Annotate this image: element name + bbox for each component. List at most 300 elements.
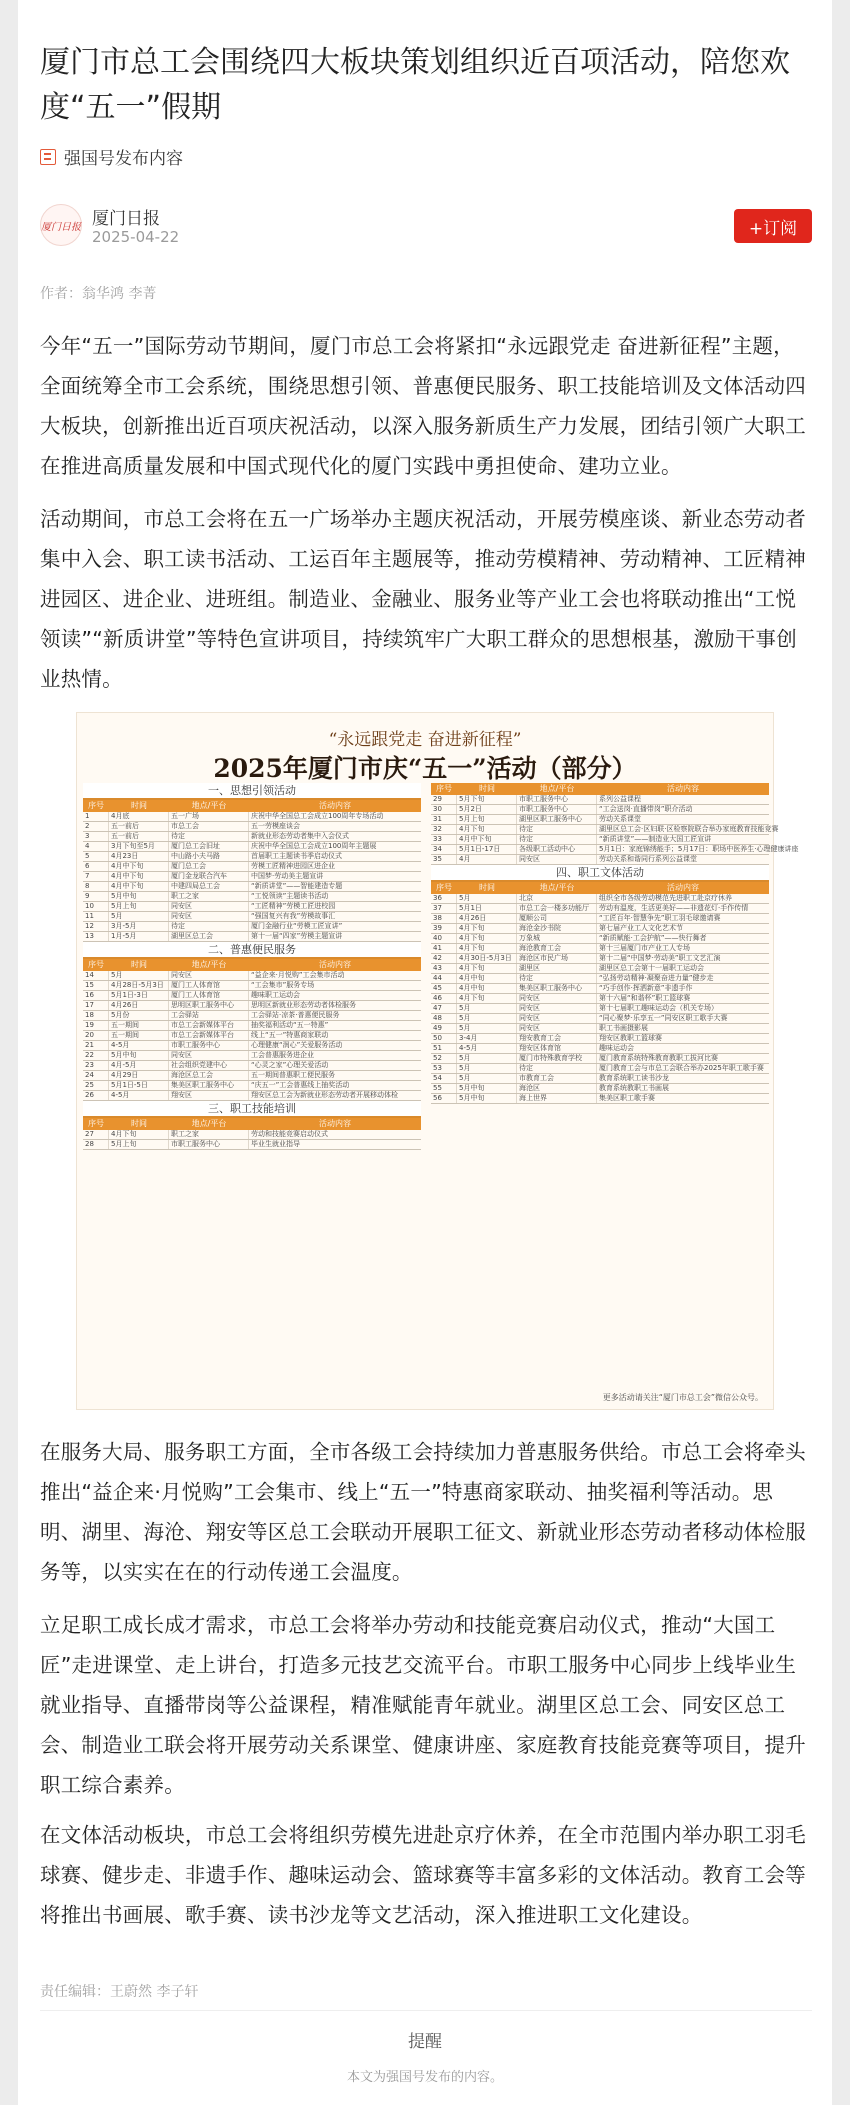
table-cell: 厦门工人体育馆 — [169, 991, 249, 1000]
table-cell: 同安区 — [517, 1014, 597, 1023]
publisher-name[interactable]: 厦门日报 — [92, 209, 160, 229]
table-cell: 待定 — [517, 1064, 597, 1073]
table-cell: 庆祝中华全国总工会成立100周年专场活动 — [251, 812, 384, 820]
table-cell: “工会送岗·直播带岗”职介活动 — [599, 805, 693, 813]
table-cell: 教育系统职工读书沙龙 — [599, 1074, 669, 1082]
table-cell: 3-4月 — [457, 1034, 517, 1043]
table-row — [431, 1004, 769, 1014]
table-row — [83, 872, 421, 882]
table-cell: 26 — [83, 1091, 109, 1100]
activity-table-right — [431, 783, 799, 1104]
table-cell: 五一期间 — [109, 1021, 169, 1030]
table-row — [83, 1061, 421, 1071]
table-row — [431, 845, 799, 855]
table-cell: 54 — [431, 1074, 457, 1083]
paragraph-4: 立足职工成长成才需求，市总工会将举办劳动和技能竞赛启动仪式，推动“大国工匠”走进课堂、走上讲台，打造多元技艺交流平台。市职工服务中心同步上线毕业生就业指导、直播带岗等公益课程，精准赋能青年就业。湖里区总工会、同安区总工会、制造业工联会将开展劳动关系课堂、健康讲座、家庭教育技能竞赛等项目，提升职工综合素养。 — [40, 1613, 806, 1797]
table-cell: 中建四局总工会 — [169, 882, 249, 891]
table-cell: 中山路小夫马路 — [169, 852, 249, 861]
table-cell: 3 — [83, 832, 109, 841]
table-cell: 46 — [431, 994, 457, 1003]
table-cell: “新质讲堂”——智能建造专题 — [251, 882, 343, 890]
table-cell: 厦门教育系统特殊教育教职工拔河比赛 — [599, 1054, 718, 1062]
table-cell: 5月1日-17日 — [457, 845, 517, 854]
table-cell: “工匠精神”劳模工匠进校园 — [251, 902, 336, 910]
table-cell: “新质讲堂”——制造业大国工匠宣讲 — [599, 835, 712, 843]
table-cell: 5月 — [109, 912, 169, 921]
table-row — [431, 1094, 769, 1104]
table-cell: 待定 — [517, 974, 597, 983]
table-cell: 55 — [431, 1084, 457, 1093]
document-icon — [40, 149, 56, 165]
table-header-cell: 序号 — [436, 883, 452, 892]
table-cell: 教育系统教职工书画展 — [599, 1084, 669, 1092]
table-cell: 42 — [431, 954, 457, 963]
table-cell: 湖里区总工会第十一届职工运动会 — [599, 964, 704, 972]
table-cell: 5月1日 — [457, 904, 517, 913]
table-cell: 5月中旬 — [457, 1094, 517, 1103]
table-cell: 1月-5月 — [109, 932, 169, 941]
table-cell: “强国复兴有我”劳模故事汇 — [251, 912, 336, 920]
table-cell: 劳动关系和谐同行系列公益课堂 — [599, 855, 697, 863]
table-row — [83, 1001, 421, 1011]
table-cell: 1 — [83, 812, 109, 821]
table-cell: 组织全市各级劳动模范先进职工赴京疗休养 — [599, 894, 732, 902]
table-cell: 厦门教育工会与市总工会联合举办2025年职工歌手赛 — [599, 1064, 764, 1072]
table-cell: 4月下旬 — [457, 825, 517, 834]
table-row — [431, 1064, 769, 1074]
table-cell: 44 — [431, 974, 457, 983]
table-cell: 4月30日-5月3日 — [457, 954, 517, 963]
publisher-avatar[interactable] — [40, 204, 82, 246]
table-row — [83, 852, 421, 862]
table-section-title: 一、思想引领活动 — [83, 783, 421, 800]
figure-title: 2025年厦门市庆“五一”活动（部分） — [213, 754, 637, 783]
table-cell: 4月中旬 — [457, 984, 517, 993]
table-cell: 湖里区总工会 — [169, 932, 249, 941]
table-cell: 43 — [431, 964, 457, 973]
table-cell: 庆祝中华全国总工会成立100周年主题展 — [251, 842, 377, 850]
table-cell: 工会驿站·凉茶·普惠便民服务 — [251, 1011, 340, 1019]
table-cell: 4月26日 — [457, 914, 517, 923]
table-row — [83, 981, 421, 991]
table-cell: “同心聚梦·乐享五一”同安区职工歌手大赛 — [599, 1014, 728, 1022]
table-cell: 同安区 — [169, 912, 249, 921]
table-cell: 4月底 — [109, 812, 169, 821]
table-cell: 新就业形态劳动者集中入会仪式 — [251, 832, 349, 840]
table-header-cell: 活动内容 — [667, 883, 699, 892]
table-row — [83, 822, 421, 832]
table-row — [431, 894, 769, 904]
table-cell: 同安区 — [169, 971, 249, 980]
table-cell: 5月上旬 — [109, 902, 169, 911]
table-row — [431, 1014, 769, 1024]
table-cell: 3月下旬至5月 — [109, 842, 169, 851]
table-cell: 趣味运动会 — [599, 1044, 634, 1052]
table-cell: 4月28日-5月3日 — [109, 981, 169, 990]
table-row — [83, 932, 421, 942]
table-header — [83, 800, 421, 812]
table-header-cell: 活动内容 — [667, 784, 699, 793]
table-row — [83, 862, 421, 872]
table-cell: 25 — [83, 1081, 109, 1090]
table-cell: 劳动关系课堂 — [599, 815, 641, 823]
table-row — [431, 924, 769, 934]
table-cell: 5月 — [457, 1054, 517, 1063]
table-cell: 劳动和技能竞赛启动仪式 — [251, 1130, 328, 1138]
table-cell: 市总工会一楼多功能厅 — [517, 904, 597, 913]
table-cell: 24 — [83, 1071, 109, 1080]
table-cell: 4月29日 — [109, 1071, 169, 1080]
table-cell: 13 — [83, 932, 109, 941]
table-cell: 36 — [431, 894, 457, 903]
table-cell: 27 — [83, 1130, 109, 1139]
divider — [40, 2010, 812, 2011]
table-cell: 抽奖福利活动“五一特惠” — [251, 1021, 329, 1029]
table-cell: “弘扬劳动精神·凝聚奋进力量”健步走 — [599, 974, 714, 982]
table-cell: 翔安区教职工篮球赛 — [599, 1034, 662, 1042]
table-cell: 市总工会新媒体平台 — [169, 1031, 249, 1040]
table-row — [83, 971, 421, 981]
table-cell: 5月中旬 — [109, 1051, 169, 1060]
table-cell: 市职工服务中心 — [169, 1140, 249, 1149]
table-cell: 5 — [83, 852, 109, 861]
table-row — [83, 1051, 421, 1061]
table-cell: 市总工会 — [169, 822, 249, 831]
table-cell: 30 — [431, 805, 457, 814]
table-cell: 第十一届“四家”劳模主题宣讲 — [251, 932, 343, 940]
table-cell: 4月23日 — [109, 852, 169, 861]
table-cell: 5月份 — [109, 1011, 169, 1020]
table-cell: 思明区新就业形态劳动者体检服务 — [251, 1001, 356, 1009]
table-header-cell: 地点/平台 — [191, 960, 227, 969]
table-cell: 北京 — [517, 894, 597, 903]
table-cell: 职工书画摄影展 — [599, 1024, 648, 1032]
table-cell: 海沧金沙书院 — [517, 924, 597, 933]
table-cell: 第十六届“和谐杯”职工篮球赛 — [599, 994, 691, 1002]
table-cell: 线上“五一”特惠商家联动 — [251, 1031, 329, 1039]
table-cell: 34 — [431, 845, 457, 854]
table-header-cell: 地点/平台 — [191, 1119, 227, 1128]
table-cell: 4-5月 — [109, 1091, 169, 1100]
table-cell: 2 — [83, 822, 109, 831]
table-cell: “工匠百年·智慧争先”职工羽毛球邀请赛 — [599, 914, 721, 922]
table-cell: 同安区 — [517, 994, 597, 1003]
table-header-cell: 地点/平台 — [191, 801, 227, 810]
table-row — [431, 1024, 769, 1034]
table-cell: 39 — [431, 924, 457, 933]
subscribe-button[interactable]: +订阅 — [734, 209, 812, 243]
table-header-cell: 时间 — [131, 1119, 147, 1128]
table-header-cell: 时间 — [131, 960, 147, 969]
table-cell: 待定 — [517, 825, 597, 834]
table-row — [83, 882, 421, 892]
table-cell: 15 — [83, 981, 109, 990]
table-cell: 厦门总工会 — [169, 862, 249, 871]
table-cell: 4月中下旬 — [457, 835, 517, 844]
table-row — [83, 1011, 421, 1021]
table-cell: 5月1日：家庭锦绣能手；5月17日：职场中医养生·心理健康讲座 — [599, 845, 799, 853]
table-cell: 6 — [83, 862, 109, 871]
table-row — [83, 892, 421, 902]
table-cell: 4月中下旬 — [109, 862, 169, 871]
table-cell: 22 — [83, 1051, 109, 1060]
table-cell: 五一前后 — [109, 832, 169, 841]
table-cell: 8 — [83, 882, 109, 891]
publisher-row — [40, 200, 812, 256]
paragraph-1: 今年“五一”国际劳动节期间，厦门市总工会将紧扣“永远跟党走 奋进新征程”主题，全面统筹全市工会系统，围绕思想引领、普惠便民服务、职工技能培训及文体活动四大板块，创新推出近百项庆祝活动，以深入服务新质生产力发展，团结引领广大职工在推进高质量发展和中国式现代化的厦门实践中勇担使命、建功立业。 — [40, 334, 806, 478]
table-cell: “庆五一”工会普惠线上抽奖活动 — [251, 1081, 350, 1089]
table-cell: 同安区 — [169, 902, 249, 911]
table-row — [83, 902, 421, 912]
table-cell: 19 — [83, 1021, 109, 1030]
table-row — [431, 954, 769, 964]
table-header-cell: 序号 — [88, 1119, 104, 1128]
table-cell: 海上世界 — [517, 1094, 597, 1103]
table-header-cell: 序号 — [436, 784, 452, 793]
table-row — [83, 1071, 421, 1081]
table-cell: 23 — [83, 1061, 109, 1070]
table-cell: 厦门市特殊教育学校 — [517, 1054, 597, 1063]
table-cell: 毕业生就业指导 — [251, 1140, 300, 1148]
table-cell: 社会组织党建中心 — [169, 1061, 249, 1070]
notice-title: 提醒 — [408, 2032, 442, 2052]
table-header-cell: 时间 — [131, 801, 147, 810]
notice-text: 本文为强国号发布的内容。 — [346, 2070, 503, 2085]
table-cell: 集美区职工服务中心 — [169, 1081, 249, 1090]
table-cell: 劳动有温度，生活更美好——非遗花灯·手作传情 — [599, 904, 749, 912]
table-cell: 海沧教育工会 — [517, 944, 597, 953]
table-cell: 工会驿站 — [169, 1011, 249, 1020]
table-row — [431, 795, 769, 805]
table-cell: 53 — [431, 1064, 457, 1073]
table-cell: 48 — [431, 1014, 457, 1023]
activity-table-left — [83, 783, 421, 1150]
table-cell: 4月下旬 — [457, 924, 517, 933]
table-row — [431, 1084, 769, 1094]
table-cell: 3月-5月 — [109, 922, 169, 931]
table-cell: 4月下旬 — [457, 944, 517, 953]
table-cell: 5月 — [457, 1004, 517, 1013]
table-cell: 海沧区市民广场 — [517, 954, 597, 963]
table-cell: 21 — [83, 1041, 109, 1050]
table-cell: 翔安区总工会为新就业形态劳动者开展移动体检 — [251, 1091, 398, 1099]
table-cell: 待定 — [517, 835, 597, 844]
table-cell: “益企来·月悦购”工会集市活动 — [251, 971, 345, 979]
table-cell: 31 — [431, 815, 457, 824]
table-cell: 5月1日-5日 — [109, 1081, 169, 1090]
table-cell: 翔安区体育馆 — [517, 1044, 597, 1053]
activity-table-figure[interactable] — [76, 712, 799, 1410]
table-header-cell: 地点/平台 — [539, 883, 575, 892]
publish-date: 2025-04-22 — [92, 228, 180, 246]
table-cell: “工悦领读”主题读书活动 — [251, 892, 329, 900]
table-cell: 思明区职工服务中心 — [169, 1001, 249, 1010]
table-row — [431, 855, 769, 865]
table-cell: 5月上旬 — [457, 815, 517, 824]
table-header — [431, 882, 769, 894]
table-row — [431, 934, 769, 944]
table-cell: 同安区 — [517, 1004, 597, 1013]
table-cell: 厦门工人体育馆 — [169, 981, 249, 990]
table-cell: 湖里区职工服务中心 — [517, 815, 597, 824]
table-row — [83, 1021, 421, 1031]
table-cell: 职工之家 — [169, 892, 249, 901]
table-row — [431, 944, 769, 954]
table-cell: 第十二届“中国梦·劳动美”职工文艺汇演 — [599, 954, 721, 962]
article-page — [18, 0, 832, 2105]
table-row — [431, 835, 769, 845]
source-label: 强国号发布内容 — [64, 149, 183, 169]
table-row — [431, 974, 769, 984]
table-cell: 10 — [83, 902, 109, 911]
table-cell: “新质赋能·工会护航”——快行舞者 — [599, 934, 707, 942]
table-cell: 五一前后 — [109, 822, 169, 831]
table-row — [431, 1034, 769, 1044]
table-row — [83, 842, 421, 852]
table-cell: 趣味职工运动会 — [251, 991, 300, 999]
table-cell: 第十三届厦门市产业工人专场 — [599, 944, 690, 952]
table-cell: 45 — [431, 984, 457, 993]
table-row — [431, 994, 769, 1004]
paragraph-5: 在文体活动板块，市总工会将组织劳模先进赴京疗休养，在全市范围内举办职工羽毛球赛、健步走、非遗手作、趣味运动会、篮球赛等丰富多彩的文体活动。教育工会等将推出书画展、歌手赛、读书沙龙等文艺活动，深入推进职工文化建设。 — [40, 1823, 806, 1927]
table-row — [431, 984, 769, 994]
table-cell: 4月中下旬 — [109, 882, 169, 891]
avatar-logo-text: 厦门日报 — [41, 221, 81, 233]
table-row — [431, 914, 769, 924]
table-cell: 5月 — [457, 1014, 517, 1023]
table-cell: 4-5月 — [457, 1044, 517, 1053]
source-row — [40, 144, 183, 169]
table-cell: 同安区 — [517, 855, 597, 864]
table-section-title: 二、普惠便民服务 — [83, 942, 421, 959]
table-header — [431, 783, 769, 795]
table-row — [83, 912, 421, 922]
table-cell: 集美区职工歌手赛 — [599, 1094, 655, 1102]
table-row — [83, 1140, 421, 1150]
table-cell: 4月中旬 — [457, 974, 517, 983]
table-cell: 5月中旬 — [457, 1084, 517, 1093]
table-cell: “巧手创作·挥洒新意”非遗手作 — [599, 984, 693, 992]
table-cell: 翔安教育工会 — [517, 1034, 597, 1043]
figure-footer: 更多活动请关注“厦门市总工会”微信公众号。 — [602, 1393, 763, 1402]
table-cell: 待定 — [169, 832, 249, 841]
table-cell: 五一劳模座谈会 — [251, 822, 300, 830]
table-row — [83, 1091, 421, 1101]
table-cell: 11 — [83, 912, 109, 921]
table-row — [83, 1081, 421, 1091]
table-cell: 5月2日 — [457, 805, 517, 814]
table-cell: 系列公益课程 — [599, 795, 641, 803]
article-authors: 作者：翁华鸿 李菁 — [40, 286, 157, 302]
table-cell: 海沧区 — [517, 1084, 597, 1093]
table-cell: 各级职工活动中心 — [517, 845, 597, 854]
table-cell: 4月下旬 — [109, 1130, 169, 1139]
table-cell: 4月下旬 — [457, 964, 517, 973]
paragraph-3: 在服务大局、服务职工方面，全市各级工会持续加力普惠服务供给。市总工会将牵头推出“益企来·月悦购”工会集市、线上“五一”特惠商家联动、抽奖福利等活动。思明、湖里、海沧、翔安等区总工会联动开展职工征文、新就业形态劳动者移动体检服务等，以实实在在的行动传递工会温度。 — [40, 1440, 806, 1584]
table-header-cell: 活动内容 — [319, 801, 351, 810]
table-row — [83, 832, 421, 842]
table-cell: 12 — [83, 922, 109, 931]
table-header-cell: 活动内容 — [319, 1119, 351, 1128]
table-cell: 5月中旬 — [109, 892, 169, 901]
table-cell: 38 — [431, 914, 457, 923]
table-cell: 32 — [431, 825, 457, 834]
table-cell: 4月-5月 — [109, 1061, 169, 1070]
table-cell: 厦顺公司 — [517, 914, 597, 923]
table-header-cell: 时间 — [479, 784, 495, 793]
table-cell: 4-5月 — [109, 1041, 169, 1050]
table-section-title: 四、职工文体活动 — [431, 865, 769, 882]
table-cell: 首届职工主题读书季启动仪式 — [251, 852, 342, 860]
table-cell: 市教育工会 — [517, 1074, 597, 1083]
table-cell: 职工之家 — [169, 1130, 249, 1139]
table-cell: 20 — [83, 1031, 109, 1040]
table-cell: 51 — [431, 1044, 457, 1053]
table-cell: 五一广场 — [169, 812, 249, 821]
table-cell: 35 — [431, 855, 457, 864]
table-cell: 厦门总工会旧址 — [169, 842, 249, 851]
table-cell: 5月 — [457, 1024, 517, 1033]
figure-subtitle: “永远跟党走 奋进新征程” — [328, 730, 522, 750]
table-row — [431, 815, 769, 825]
table-cell: 5月 — [457, 1074, 517, 1083]
table-row — [431, 964, 769, 974]
table-cell: 47 — [431, 1004, 457, 1013]
table-cell: 17 — [83, 1001, 109, 1010]
table-row — [431, 1054, 769, 1064]
table-cell: 49 — [431, 1024, 457, 1033]
table-cell: 5月1日-3日 — [109, 991, 169, 1000]
table-row — [431, 1044, 769, 1054]
table-cell: 9 — [83, 892, 109, 901]
table-cell: 4 — [83, 842, 109, 851]
table-header-cell: 地点/平台 — [539, 784, 575, 793]
table-cell: 56 — [431, 1094, 457, 1103]
table-cell: 厦门金融行业“劳模工匠宣讲” — [251, 922, 343, 930]
table-cell: 湖里区总工会·区妇联·区检察院联合举办家庭教育技能竞赛 — [599, 825, 779, 833]
table-cell: 市总工会新媒体平台 — [169, 1021, 249, 1030]
table-cell: 劳模工匠精神进园区进企业 — [251, 862, 335, 870]
table-row — [83, 1041, 421, 1051]
table-cell: 5月上旬 — [109, 1140, 169, 1149]
table-cell: 中国梦·劳动美主题宣讲 — [251, 872, 324, 880]
table-cell: 28 — [83, 1140, 109, 1149]
table-cell: 市职工服务中心 — [169, 1041, 249, 1050]
table-row — [83, 812, 421, 822]
table-row — [431, 825, 779, 835]
table-section-title: 三、职工技能培训 — [83, 1101, 421, 1118]
table-cell: 7 — [83, 872, 109, 881]
table-cell: 16 — [83, 991, 109, 1000]
table-cell: 4月下旬 — [457, 934, 517, 943]
table-cell: 5月 — [109, 971, 169, 980]
table-cell: 4月下旬 — [457, 994, 517, 1003]
table-header — [83, 959, 421, 971]
table-cell: 翔安区 — [169, 1091, 249, 1100]
table-cell: 第七届产业工人文化艺术节 — [599, 924, 683, 932]
table-cell: 5月 — [457, 894, 517, 903]
table-cell: 市职工服务中心 — [517, 805, 597, 814]
table-cell: 五一期间普惠职工便民服务 — [251, 1071, 335, 1079]
table-cell: 14 — [83, 971, 109, 980]
article-title: 厦门市总工会围绕四大板块策划组织近百项活动，陪您欢度“五一”假期 — [40, 45, 790, 125]
table-cell: 5月 — [457, 1064, 517, 1073]
paragraph-2: 活动期间，市总工会将在五一广场举办主题庆祝活动，开展劳模座谈、新业态劳动者集中入会、职工读书活动、工运百年主题展等，推动劳模精神、劳动精神、工匠精神进园区、进企业、进班组。制造业、金融业、服务业等产业工会也将联动推出“工悦领读”“新质讲堂”等特色宣讲项目，持续筑牢广大职工群众的思想根基，激励干事创业热情。 — [40, 507, 806, 691]
table-cell: 4月 — [457, 855, 517, 864]
table-cell: 五一期间 — [109, 1031, 169, 1040]
table-cell: 4月26日 — [109, 1001, 169, 1010]
table-cell: “心灵之家”心理关爱活动 — [251, 1061, 329, 1069]
